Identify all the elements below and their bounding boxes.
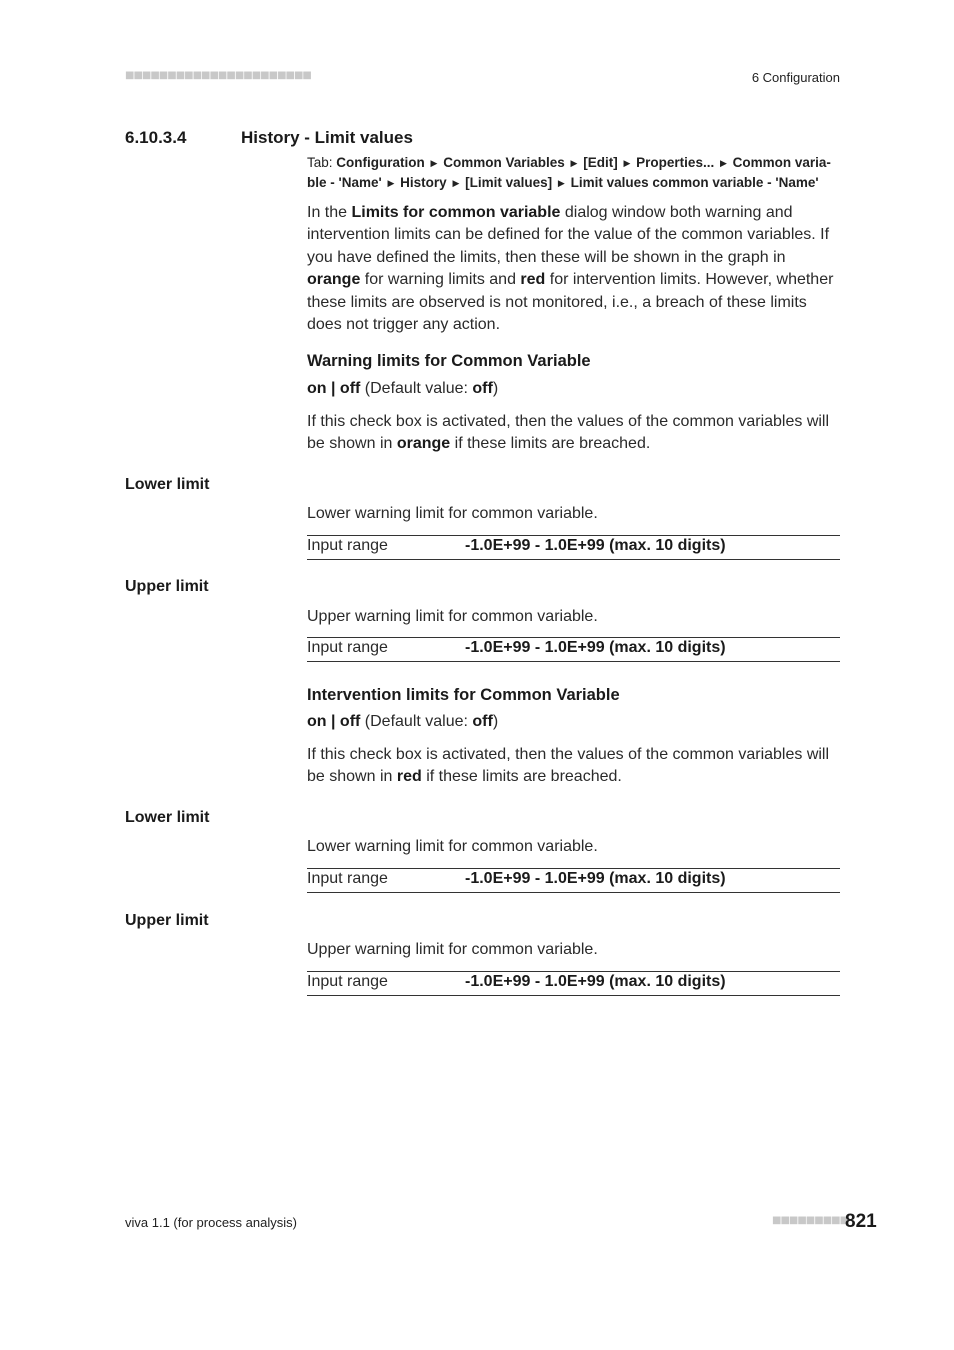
warning-lower-limit-label: Lower limit: [125, 476, 210, 493]
section-title: History - Limit values: [241, 128, 413, 147]
intervention-upper-range-row: [307, 971, 840, 996]
triangle-right-icon: ▶: [452, 178, 460, 188]
warning-default-value: on | off (Default value: off): [307, 380, 499, 397]
triangle-right-icon: ▶: [570, 158, 578, 168]
intervention-lower-limit-desc: Lower warning limit for common variable.: [307, 838, 598, 855]
triangle-right-icon: ▶: [430, 158, 438, 168]
warning-lower-limit-desc: Lower warning limit for common variable.: [307, 505, 598, 522]
range-label: Input range: [307, 639, 388, 656]
triangle-right-icon: ▶: [387, 178, 395, 188]
intervention-limits-heading: Intervention limits for Common Variable: [307, 686, 620, 704]
nav-item: Limit values common variable - 'Name': [570, 175, 819, 190]
nav-item: History: [400, 175, 447, 190]
footer-product: viva 1.1 (for process analysis): [125, 1215, 297, 1230]
range-label: Input range: [307, 537, 388, 554]
range-label: Input range: [307, 870, 388, 887]
nav-item: [Edit]: [583, 155, 618, 170]
warning-upper-limit-label: Upper limit: [125, 578, 209, 595]
warning-description: If this check box is activated, then the values of the common variables will be shown in orange if these limits are breached.: [307, 413, 830, 453]
header-decoration: ■■■■■■■■■■■■■■■■■■■■■■: [125, 70, 311, 81]
intervention-default-value: on | off (Default value: off): [307, 713, 499, 730]
nav-item: Configuration: [336, 155, 425, 170]
nav-item: Common Variables: [443, 155, 565, 170]
range-label: Input range: [307, 973, 388, 990]
warning-upper-range-row: [307, 637, 840, 662]
intervention-lower-range-row: [307, 868, 840, 893]
intervention-upper-limit-label: Upper limit: [125, 912, 209, 929]
warning-lower-range-row: [307, 535, 840, 560]
nav-item: [Limit values]: [465, 175, 553, 190]
triangle-right-icon: ▶: [719, 158, 727, 168]
nav-item: Properties...: [636, 155, 715, 170]
intervention-upper-limit-desc: Upper warning limit for common variable.: [307, 941, 598, 958]
nav-prefix: Tab:: [307, 155, 337, 170]
triangle-right-icon: ▶: [623, 158, 631, 168]
page-number: 821: [845, 1211, 877, 1232]
navigation-path: [307, 153, 847, 193]
warning-upper-limit-desc: Upper warning limit for common variable.: [307, 608, 598, 625]
intro-paragraph: In the Limits for common variable dialog window both warning and intervention limits can be defined for the value of the common variables. If you have defined the limits, then these will be shown in the graph in orange for warning limits and red for intervention limits. However, whether these limits are observed is not monitored, i.e., a breach of these limits does not trigger any action.: [307, 204, 834, 334]
range-value: -1.0E+99 - 1.0E+99 (max. 10 digits): [465, 973, 726, 990]
footer-decoration: ■■■■■■■■■: [772, 1215, 849, 1226]
header-chapter: 6 Configuration: [751, 70, 840, 85]
warning-limits-heading: Warning limits for Common Variable: [307, 352, 591, 370]
intervention-lower-limit-label: Lower limit: [125, 809, 210, 826]
nav-item: Common varia-ble - 'Name': [307, 155, 831, 190]
range-value: -1.0E+99 - 1.0E+99 (max. 10 digits): [465, 537, 726, 554]
range-value: -1.0E+99 - 1.0E+99 (max. 10 digits): [465, 870, 726, 887]
intervention-description: If this check box is activated, then the values of the common variables will be shown in red if these limits are breached.: [307, 746, 830, 786]
range-value: -1.0E+99 - 1.0E+99 (max. 10 digits): [465, 639, 726, 656]
triangle-right-icon: ▶: [557, 178, 565, 188]
section-number: 6.10.3.4: [125, 128, 187, 147]
